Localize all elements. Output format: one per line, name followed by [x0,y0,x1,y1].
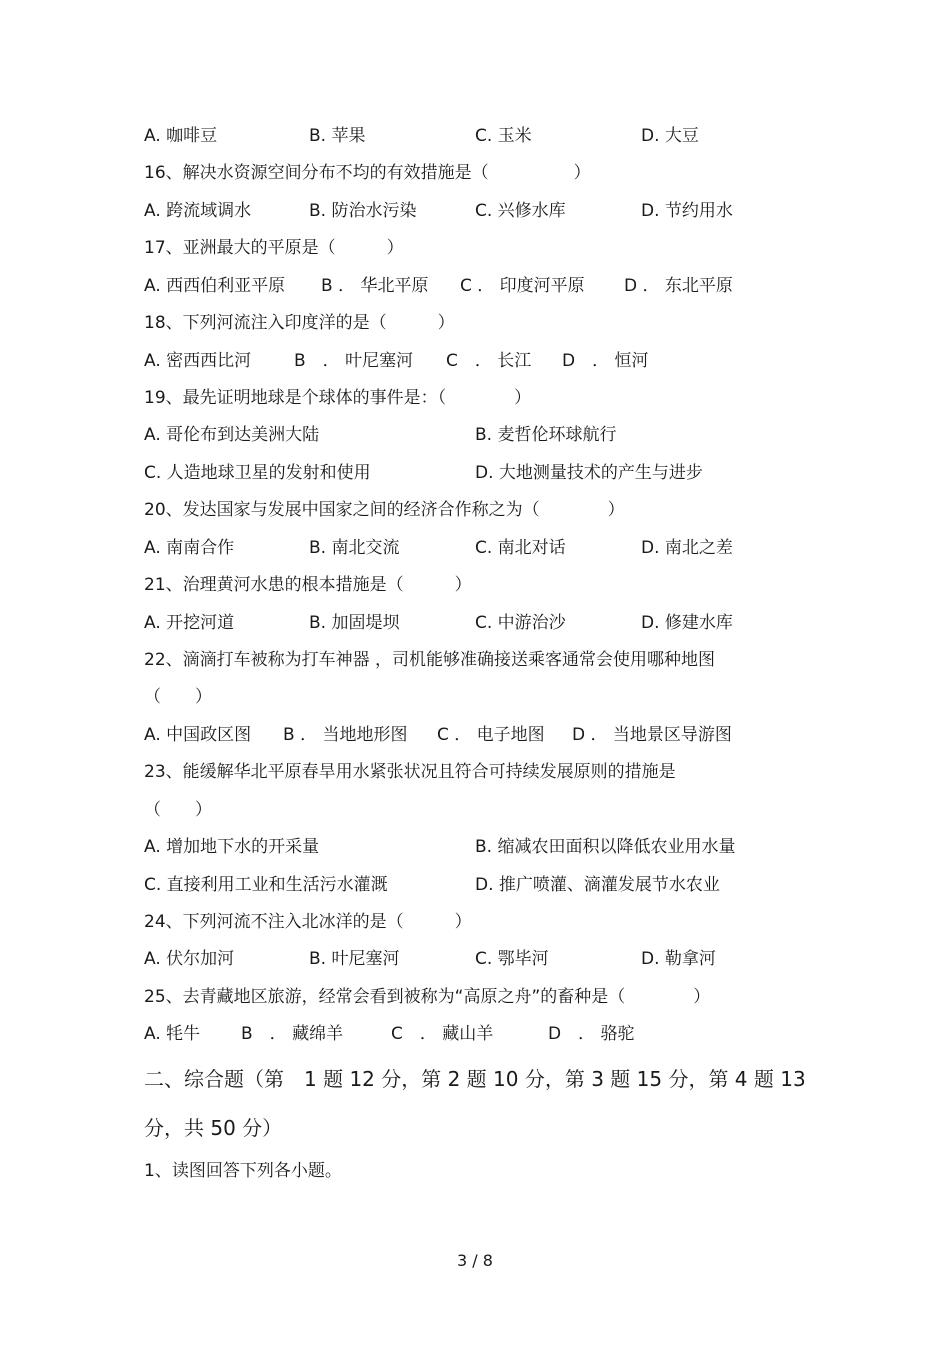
q21-stem: 21、治理黄河水患的根本措施是（ ） [144,575,472,595]
q15-option-a: A. 咖啡豆 [144,126,218,146]
q20-option-a: A. 南南合作 [144,538,235,558]
q24-option-d: D. 勒拿河 [641,949,716,969]
q16-stem: 16、解决水资源空间分布不均的有效措施是（ ） [144,163,591,183]
q23-option-a: A. 增加地下水的开采量 [144,837,320,857]
q24-option-c: C. 鄂毕河 [475,949,549,969]
q15-option-d: D. 大豆 [641,126,699,146]
q17-option-a: A. 西西伯利亚平原 [144,276,286,296]
q19-stem: 19、最先证明地球是个球体的事件是：（ ） [144,388,532,408]
q20-option-c: C. 南北对话 [475,538,566,558]
q16-option-a: A. 跨流域调水 [144,201,252,221]
q17-stem: 17、亚洲最大的平原是（ ） [144,238,404,258]
q23-option-d: D. 推广喷灌、滴灌发展节水农业 [475,875,720,895]
q16-option-c: C. 兴修水库 [475,201,566,221]
q19-option-d: D. 大地测量技术的产生与进步 [475,463,703,483]
q25-option-c: C ． 藏山羊 [391,1024,494,1044]
section2-heading-line2: 分，共 50 分） [144,1116,283,1140]
q23-option-c: C. 直接利用工业和生活污水灌溉 [144,875,388,895]
q24-stem: 24、下列河流不注入北冰洋的是（ ） [144,912,472,932]
q17-option-c: C ． 印度河平原 [460,276,585,296]
q17-option-b: B ． 华北平原 [321,276,429,296]
q16-option-b: B. 防治水污染 [309,201,417,221]
q21-option-d: D. 修建水库 [641,613,733,633]
q18-option-c: C ． 长江 [446,351,532,371]
q16-option-d: D. 节约用水 [641,201,733,221]
q19-option-b: B. 麦哲伦环球航行 [475,425,617,445]
q20-option-d: D. 南北之差 [641,538,733,558]
q22-paren: （ ） [144,687,212,707]
q21-option-b: B. 加固堤坝 [309,613,400,633]
q19-option-a: A. 哥伦布到达美洲大陆 [144,425,320,445]
q22-option-c: C ． 电子地图 [437,725,545,745]
q20-option-b: B. 南北交流 [309,538,400,558]
q21-option-a: A. 开挖河道 [144,613,235,633]
q18-stem: 18、下列河流注入印度洋的是（ ） [144,313,455,333]
page-number: 3 / 8 [457,1251,493,1270]
q23-paren: （ ） [144,800,212,820]
q23-option-b: B. 缩减农田面积以降低农业用水量 [475,837,736,857]
section2-q1: 1、读图回答下列各小题。 [144,1161,342,1181]
q24-option-a: A. 伏尔加河 [144,949,235,969]
q19-option-c: C. 人造地球卫星的发射和使用 [144,463,371,483]
section2-heading-line1: 二、综合题（第 1 题 12 分，第 2 题 10 分，第 3 题 15 分，第 4 题 13 [144,1067,806,1091]
q22-option-b: B ． 当地地形图 [283,725,408,745]
q25-option-d: D ． 骆驼 [548,1024,635,1044]
q25-stem: 25、去青藏地区旅游，经常会看到被称为“高原之舟”的畜种是（ ） [144,987,711,1007]
q17-option-d: D ． 东北平原 [624,276,733,296]
q15-option-c: C. 玉米 [475,126,532,146]
q20-stem: 20、发达国家与发展中国家之间的经济合作称之为（ ） [144,500,625,520]
q15-option-b: B. 苹果 [309,126,366,146]
q24-option-b: B. 叶尼塞河 [309,949,400,969]
q25-option-b: B ． 藏绵羊 [241,1024,344,1044]
q18-option-d: D ． 恒河 [562,351,649,371]
q22-option-d: D ． 当地景区导游图 [572,725,732,745]
q18-option-b: B ． 叶尼塞河 [294,351,414,371]
q22-stem: 22、滴滴打车被称为打车神器 ，司机能够准确接送乘客通常会使用哪种地图 [144,650,716,670]
q21-option-c: C. 中游治沙 [475,613,566,633]
q22-option-a: A. 中国政区图 [144,725,252,745]
q18-option-a: A. 密西西比河 [144,351,252,371]
q25-option-a: A. 牦牛 [144,1024,201,1044]
q23-stem: 23、能缓解华北平原春旱用水紧张状况且符合可持续发展原则的措施是 [144,762,676,782]
